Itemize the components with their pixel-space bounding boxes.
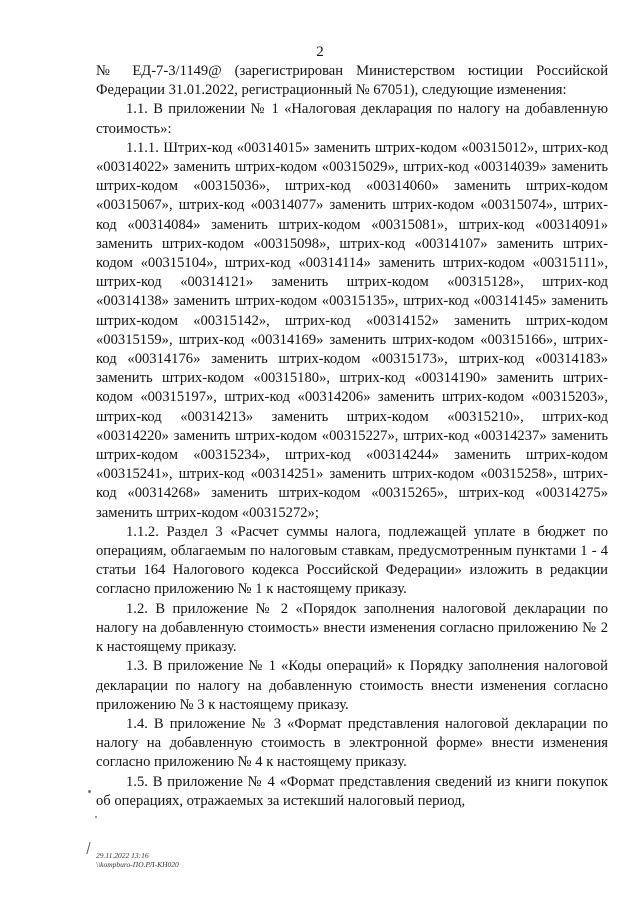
scan-speck xyxy=(88,790,91,793)
footer-timestamp: 29.11.2022 13:16 xyxy=(96,851,149,860)
paragraph-1-1: 1.1. В приложении № 1 «Налоговая декларация по налогу на добавленную стоимость»: xyxy=(96,101,608,137)
paragraph-1-4: 1.4. В приложение № 3 «Формат представления налоговой декларации по налогу на добавленную стоимость в электронной форме» внести изменения согласно приложению № 4 к настоящему приказу. xyxy=(96,715,608,771)
scan-speck xyxy=(95,816,97,818)
footer-printer-path: \\kompburo-ПО.РЛ-KH020 xyxy=(96,860,179,869)
page-number: 2 xyxy=(316,44,324,60)
paragraph-1-1-2: 1.1.2. Раздел 3 «Расчет суммы налога, подлежащей уплате в бюджет по операциям, облагаемым по налоговым ставкам, предусмотренным пунктами 1 - 4 статьи 164 Налогового кодекса Российской Федерации» изложить в редакции согласно приложению № 1 к настоящему приказу. xyxy=(96,523,608,598)
print-footer xyxy=(96,851,179,869)
paragraph-1-3: 1.3. В приложение № 1 «Коды операций» к Порядку заполнения налоговой декларации по налогу на добавленную стоимость внести изменения согласно приложению № 3 к настоящему приказу. xyxy=(96,658,608,713)
margin-pen-mark xyxy=(86,842,93,854)
paragraph-order-reference: № ЕД-7-3/1149@ (зарегистрирован Министерством юстиции Российской Федерации 31.01.2022, регистрационный № 67051), следующие изменения: xyxy=(96,63,608,99)
paragraph-1-2: 1.2. В приложение № 2 «Порядок заполнения налоговой декларации по налогу на добавленную стоимость» внести изменения согласно приложению № 2 к настоящему приказу. xyxy=(96,600,608,656)
paragraph-1-5: 1.5. В приложение № 4 «Формат представления сведений из книги покупок об операциях, отражаемых за истекший налоговый период, xyxy=(96,773,608,809)
document-body xyxy=(96,62,608,811)
paragraph-1-1-1: 1.1.1. Штрих-код «00314015» заменить штрих-кодом «00315012», штрих-код «00314022» заменить штрих-кодом «00315029», штрих-код «00314039» заменить штрих-кодом «00315036», штрих-код «00314060» заменить штрих-кодом «00315067», штрих-код «00314077» заменить штрих-кодом «00315074», штрих-код «00314084» заменить штрих-кодом «00315081», штрих-код «00314091» заменить штрих-кодом «00315098», штрих-код «00314107» заменить штрих-кодом «00315104», штрих-код «00314114» заменить штрих-кодом «00315111», штрих-код «00314121» заменить штрих-кодом «00315128», штрих-код «00314138» заменить штрих-кодом «00315135», штрих-код «00314145» заменить штрих-кодом «00315142», штрих-код «00314152» заменить штрих-кодом «00315159», штрих-код «00314169» заменить штрих-кодом «00315166», штрих-код «00314176» заменить штрих-кодом «00315173», штрих-код «00314183» заменить штрих-кодом «00315180», штрих-код «00314190» заменить штрих-кодом «00315197», штрих-код «00314206» заменить штрих-кодом «00315203», штрих-код «00314213» заменить штрих-кодом «00315210», штрих-код «00314220» заменить штрих-кодом «00315227», штрих-код «00314237» заменить штрих-кодом «00315234», штрих-код «00314244» заменить штрих-кодом «00315241», штрих-код «00314251» заменить штрих-кодом «00315258», штрих-код «00314268» заменить штрих-кодом «00315265», штрих-код «00314275» заменить штрих-кодом «00315272»; xyxy=(96,139,608,521)
